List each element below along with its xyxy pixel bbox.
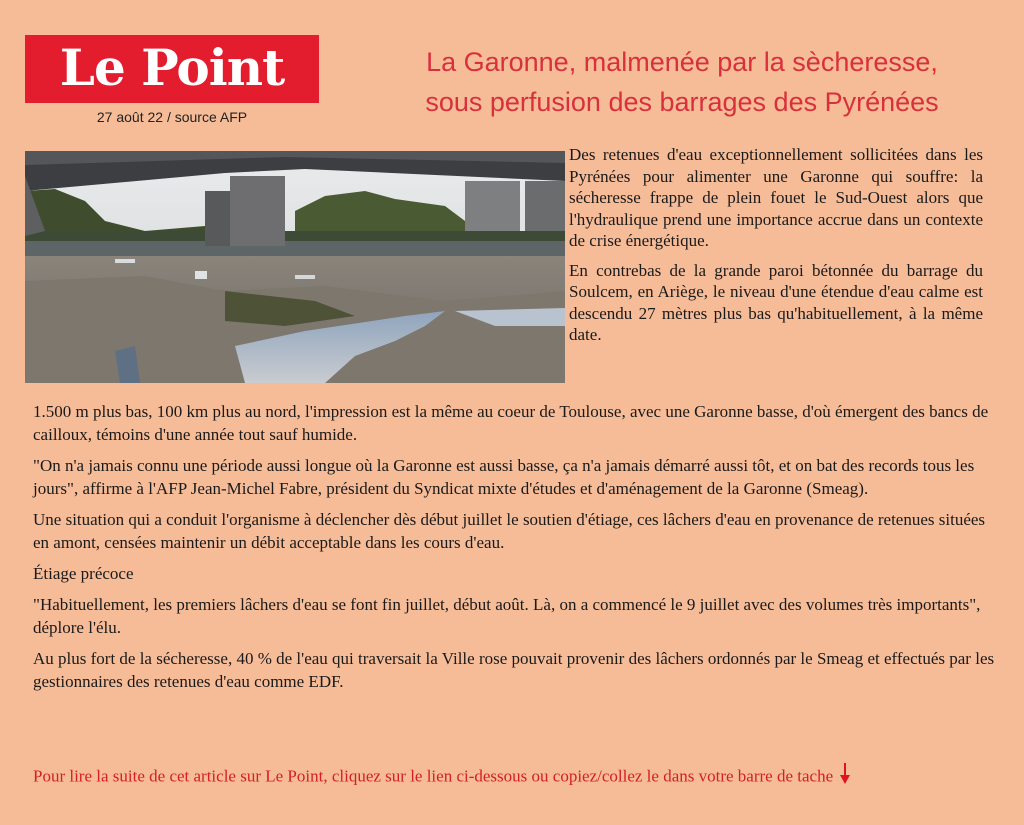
- article-photo: [25, 151, 565, 383]
- page-title: [340, 42, 1024, 122]
- read-more-note: [33, 763, 1001, 792]
- body-paragraph: 1.500 m plus bas, 100 km plus au nord, l'impression est la même au coeur de Toulouse, avec une Garonne basse, d'où émergent des bancs de cailloux, témoins d'une année tout sauf humide.: [33, 402, 989, 444]
- lead-paragraph: En contrebas de la grande paroi bétonnée du barrage du Soulcem, en Ariège, le niveau d'une étendue d'eau calme est descendu 27 mètres plus bas qu'habituellement, à la même date.: [569, 260, 983, 344]
- body-paragraph: "On n'a jamais connu une période aussi longue où la Garonne est aussi basse, ça n'a jamais démarré aussi tôt, et on bat des records tous les jours", affirme à l'AFP Jean-Michel Fabre, président du Syndicat mixte d'études et d'aménagement de la Garonne (Smeag).: [33, 456, 975, 498]
- body-paragraph: Une situation qui a conduit l'organisme à déclencher dès début juillet le soutien d'étiage, ces lâchers d'eau en provenance de retenues situées en amont, censées maintenir un débit acceptable dans les cours d'eau.: [33, 510, 986, 552]
- read-more-text: Pour lire la suite de cet article sur Le Point, cliquez sur le lien ci-dessous ou copiez/collez le dans votre barre de tache: [33, 766, 834, 786]
- dateline: 27 août 22 / source AFP: [96, 109, 248, 125]
- le-point-logo: [25, 35, 319, 103]
- arrow-down-icon: [839, 763, 851, 792]
- logo-text: Le Point: [59, 38, 285, 97]
- lead-paragraph: Des retenues d'eau exceptionnellement sollicitées dans les Pyrénées pour alimenter une Garonne qui souffre: la sécheresse frappe de plein fouet le Sud-Ouest alors que l'hydraulique prend une importance accrue dans un contexte de crise énergétique.: [569, 145, 983, 250]
- section-subheading: Étiage précoce: [33, 564, 134, 583]
- body-paragraph: Au plus fort de la sécheresse, 40 % de l'eau qui traversait la Ville rose pouvait provenir des lâchers ordonnés par le Smeag et effectués par les gestionnaires des retenues d'eau comme EDF.: [33, 649, 995, 691]
- dry-riverbed-photo-icon: [25, 151, 565, 383]
- headline-line-2: sous perfusion des barrages des Pyrénées: [425, 87, 939, 117]
- body-paragraph: "Habituellement, les premiers lâchers d'eau se font fin juillet, début août. Là, on a commencé le 9 juillet avec des volumes très importants", déplore l'élu.: [33, 595, 981, 637]
- headline-line-1: La Garonne, malmenée par la sècheresse,: [426, 47, 938, 77]
- lead-column: [569, 144, 983, 354]
- article-body: [33, 400, 1001, 701]
